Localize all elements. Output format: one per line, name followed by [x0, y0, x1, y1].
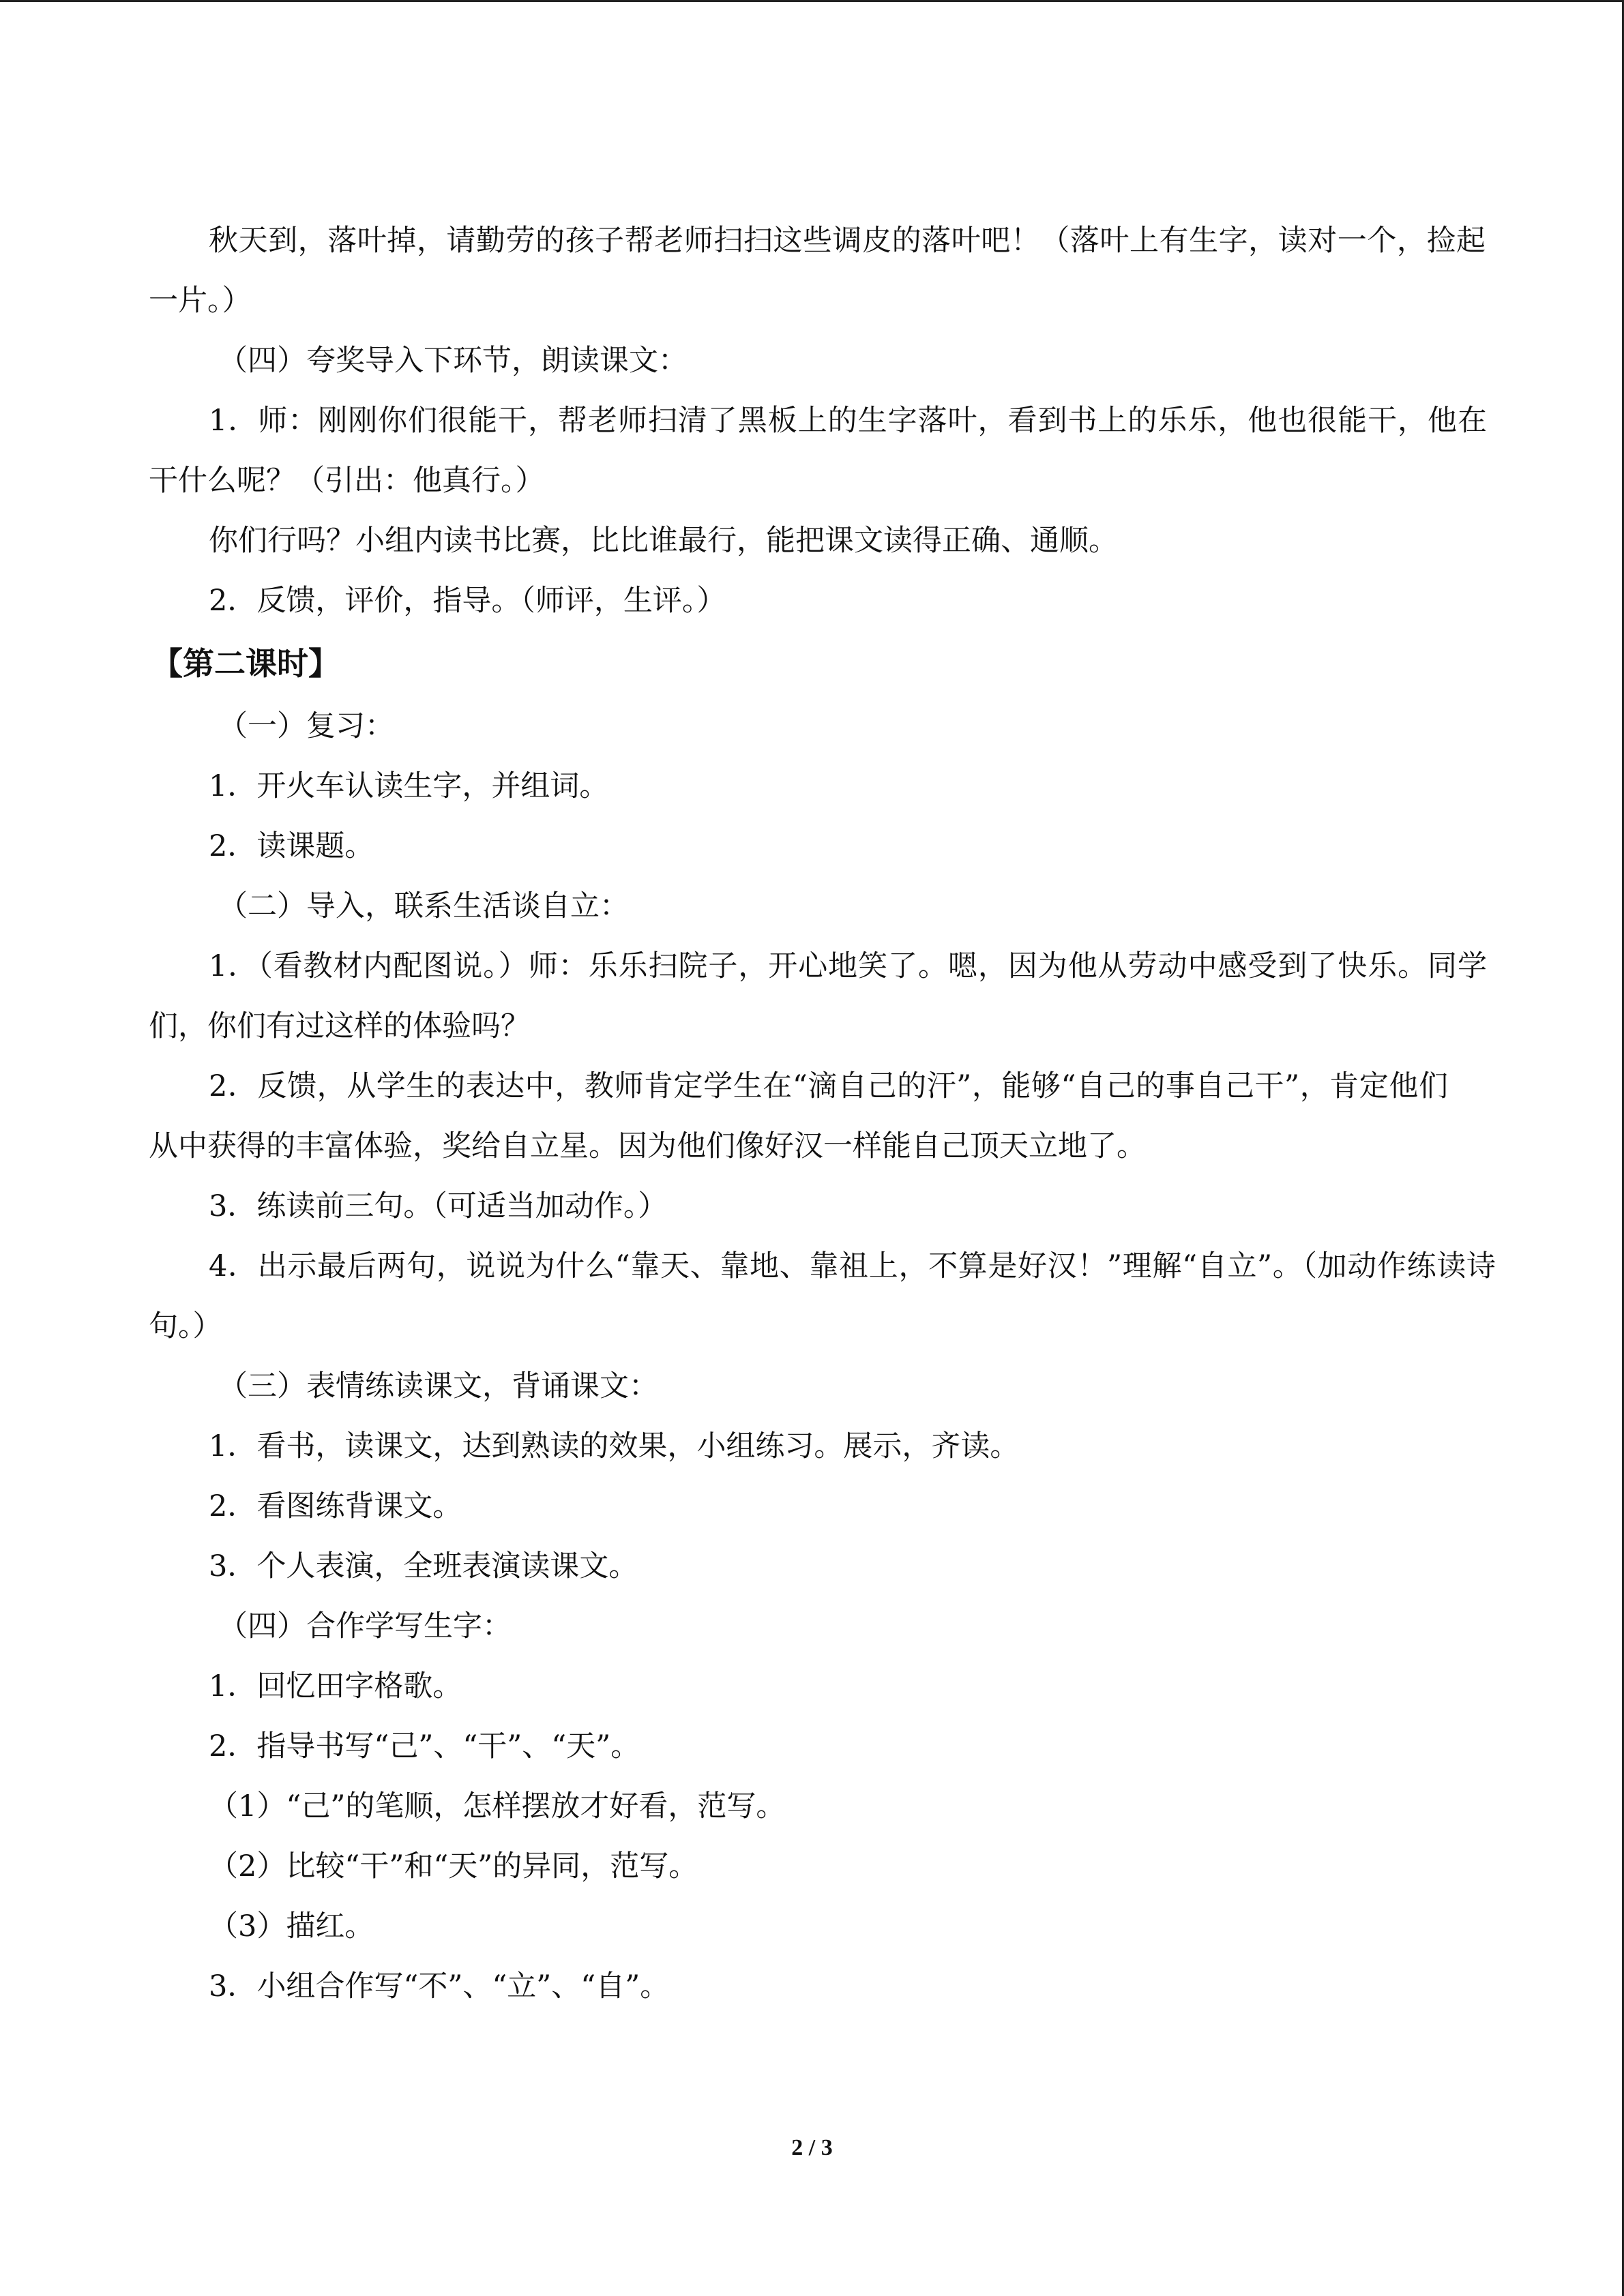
paragraph: （三）表情练读课文，背诵课文：	[218, 1369, 658, 1403]
paragraph: 1．开火车认读生字，并组词。	[209, 769, 609, 803]
paragraph: 3．练读前三句。（可适当加动作。）	[209, 1189, 668, 1223]
paragraph: 2．指导书写“己”、“干”、“天”。	[209, 1729, 640, 1763]
paragraph: （四）合作学写生字：	[218, 1609, 512, 1643]
paragraph: （1）“己”的笔顺，怎样摆放才好看，范写。	[209, 1789, 786, 1823]
paragraph: （四）夸奖导入下环节，朗读课文：	[218, 344, 688, 378]
paragraph: 2．读课题。	[209, 829, 374, 863]
paragraph: 1．回忆田字格歌。	[209, 1669, 462, 1703]
paragraph: 1．看书，读课文，达到熟读的效果，小组练习。展示，齐读。	[209, 1429, 1020, 1463]
paragraph: 2．看图练背课文。	[209, 1489, 462, 1523]
paragraph: 2．反馈，评价，指导。（师评，生评。）	[209, 584, 726, 618]
paragraph: 秋天到，落叶掉，请勤劳的孩子帮老师扫扫这些调皮的落叶吧！（落叶上有生字，读对一个，捡起一片。）	[149, 224, 1486, 318]
document-body	[149, 211, 1496, 2016]
paragraph: 2．反馈，从学生的表达中，教师肯定学生在“滴自己的汗”，能够“自己的事自己干”，肯定他们从中获得的丰富体验，奖给自立星。因为他们像好汉一样能自己顶天立地了。	[149, 1069, 1448, 1163]
paragraph: 3．小组合作写“不”、“立”、“自”。	[209, 1969, 670, 2003]
paragraph: 1．师：刚刚你们很能干，帮老师扫清了黑板上的生字落叶，看到书上的乐乐，他也很能干，他在干什么呢？（引出：他真行。）	[149, 404, 1487, 498]
paragraph: （一）复习：	[218, 709, 394, 743]
paragraph: 3．个人表演，全班表演读课文。	[209, 1549, 638, 1583]
paragraph: （二）导入，联系生活谈自立：	[218, 889, 629, 923]
page-number: 2 / 3	[791, 2135, 833, 2160]
paragraph: 4．出示最后两句，说说为什么“靠天、靠地、靠祖上，不算是好汉！”理解“自立”。（加动作练读诗句。）	[149, 1249, 1496, 1343]
paragraph: 你们行吗？小组内读书比赛，比比谁最行，能把课文读得正确、通顺。	[209, 524, 1118, 558]
paragraph: （3）描红。	[209, 1909, 374, 1943]
paragraph: 1．（看教材内配图说。）师：乐乐扫院子，开心地笑了。嗯，因为他从劳动中感受到了快乐。同学们，你们有过这样的体验吗？	[149, 949, 1487, 1043]
section-heading: 【第二课时】	[151, 645, 340, 682]
paragraph: （2）比较“干”和“天”的异同，范写。	[209, 1849, 698, 1883]
